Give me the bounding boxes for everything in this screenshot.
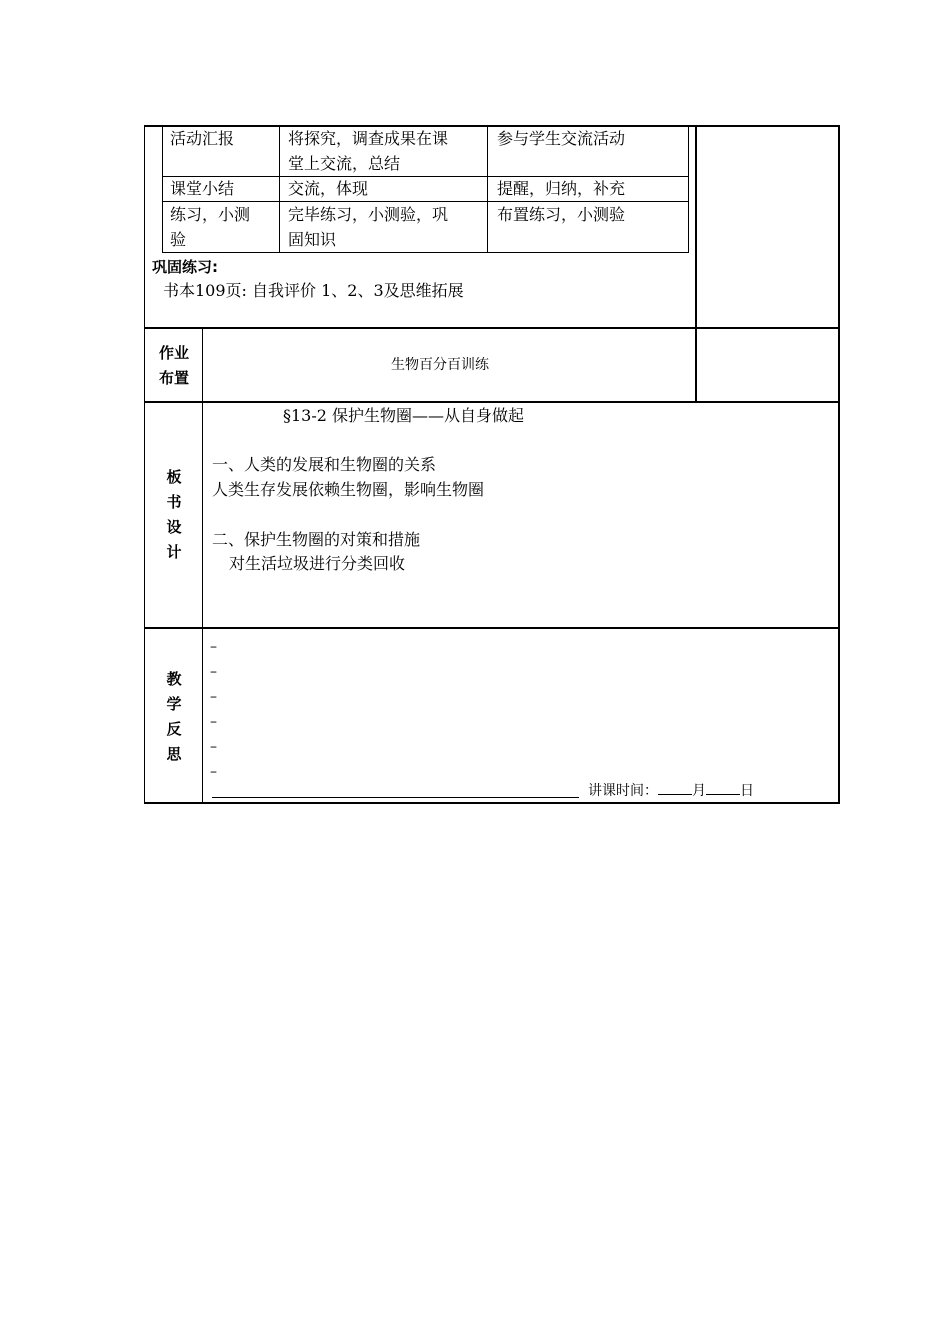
table-cell: 练习，小测 xyxy=(170,205,251,224)
table-cell: 课堂小结 xyxy=(170,179,235,198)
right-column-divider xyxy=(695,125,697,403)
inner-bottom-border xyxy=(162,252,689,253)
row-divider-3 xyxy=(144,627,840,629)
outer-right-border xyxy=(838,125,840,803)
reflection-label xyxy=(145,667,203,767)
day-label: 日 xyxy=(740,783,754,799)
table-cell: 活动汇报 xyxy=(170,129,235,148)
reflection-dash: – xyxy=(210,714,217,730)
row-divider-1 xyxy=(144,327,840,329)
reflection-dash: – xyxy=(210,664,217,680)
table-cell: 堂上交流，总结 xyxy=(288,154,401,173)
board-section2-heading: 二、保护生物圈的对策和措施 xyxy=(212,530,421,549)
inner-row-divider-2 xyxy=(162,201,689,202)
table-cell: 将探究，调查成果在课 xyxy=(288,129,449,148)
lecture-time-row xyxy=(588,779,754,803)
board-section1-heading: 一、人类的发展和生物圈的关系 xyxy=(212,455,437,474)
reflection-dash: – xyxy=(210,639,217,655)
table-cell: 布置练习，小测验 xyxy=(497,205,626,224)
reflection-underline xyxy=(212,797,579,798)
table-cell: 提醒，归纳，补充 xyxy=(497,179,626,198)
reflection-dash: – xyxy=(210,689,217,705)
reflection-dash: – xyxy=(210,764,217,780)
board-design-label xyxy=(145,465,203,565)
board-title: §13-2 保护生物圈——从自身做起 xyxy=(283,406,525,425)
outer-top-border xyxy=(144,125,840,127)
consolidation-heading: 巩固练习: xyxy=(152,258,218,276)
reflection-label-char: 反 xyxy=(166,720,182,738)
reflection-label-char: 思 xyxy=(166,745,182,763)
reflection-dash: – xyxy=(210,739,217,755)
table-cell: 固知识 xyxy=(288,230,337,249)
board-section1-text: 人类生存发展依赖生物圈，影响生物圈 xyxy=(212,480,485,499)
board-label-char: 板 xyxy=(166,468,182,486)
reflection-label-char: 学 xyxy=(166,695,182,713)
table-cell: 交流，体现 xyxy=(288,179,369,198)
inner-right-border xyxy=(688,125,689,253)
inner-left-border xyxy=(162,125,163,253)
homework-content: 生物百分百训练 xyxy=(391,357,489,373)
month-label: 月 xyxy=(692,783,706,799)
board-label-char: 书 xyxy=(166,493,182,511)
board-section2-text: 对生活垃圾进行分类回收 xyxy=(229,554,406,573)
inner-col-divider-2 xyxy=(487,125,488,253)
board-label-char: 设 xyxy=(166,518,182,536)
lecture-time-label: 讲课时间： xyxy=(588,783,658,799)
homework-label-line: 布置 xyxy=(158,369,189,387)
table-cell: 参与学生交流活动 xyxy=(497,129,626,148)
homework-label-line: 作业 xyxy=(158,344,189,362)
inner-col-divider-1 xyxy=(279,125,280,253)
reflection-label-char: 教 xyxy=(166,670,182,688)
table-cell: 验 xyxy=(170,230,187,249)
row-divider-2 xyxy=(144,401,840,403)
month-blank xyxy=(658,780,692,795)
homework-label xyxy=(145,341,203,391)
day-blank xyxy=(706,780,740,795)
table-cell: 完毕练习，小测验，巩 xyxy=(288,205,449,224)
consolidation-text: 书本109页: 自我评价 1、2、3及思维拓展 xyxy=(163,281,464,300)
board-label-char: 计 xyxy=(166,543,182,561)
